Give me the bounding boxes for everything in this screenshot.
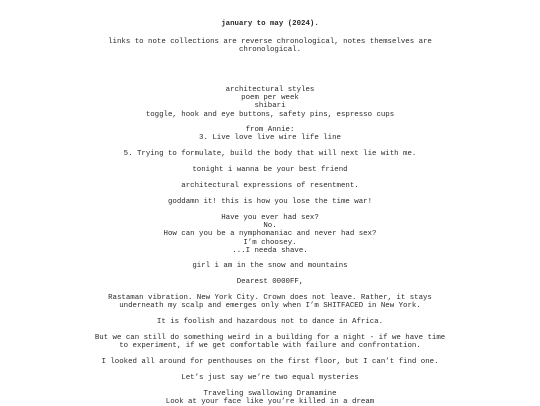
note-block [0,358,540,366]
note-block [0,166,540,174]
note-line: girl i am in the snow and mountains [192,262,348,270]
note-line: toggle, hook and eye buttons, safety pins, espresso cups [145,110,395,119]
note-line: I’m choosey. [243,238,297,247]
note-block [0,86,540,119]
note-line: ...I needa shave. [232,246,308,255]
note-line: Dearest 0000FF, [236,278,304,286]
note-block [0,390,540,406]
note-line: to experiment, if we get comfortable with failure and confrontation. [119,342,421,351]
note-block [0,126,540,142]
note-line: Have you ever had sex? [221,214,319,222]
note-line: shibari [254,102,286,111]
note-line: poem per week [241,94,299,103]
note-block [0,214,540,255]
note-line: But we can still do something weird in a building for a night - if we have time [94,334,446,342]
note-line: architectural expressions of resentment. [181,182,359,190]
note-block [0,334,540,350]
note-block [0,150,540,158]
note-block [0,278,540,286]
intro-text [0,38,540,54]
note-line: goddamn it! this is how you lose the time war! [167,198,372,206]
note-line: I looked all around for penthouses on the first floor, but I can’t find one. [101,358,439,366]
note-line: How can you be a nymphomaniac and never had sex? [163,230,377,239]
note-line: architectural styles [225,86,315,94]
note-block [0,262,540,270]
note-block [0,198,540,206]
note-line: 3. Live love live wire life line [199,134,341,143]
note-line: from Annie: [245,126,295,134]
note-line: No. [263,222,277,231]
note-line: Rastaman vibration. New York City. Crown does not leave. Rather, it stays [108,294,432,302]
note-block [0,374,540,382]
note-block [0,182,540,190]
page-title-link[interactable]: january to may (2024). [221,20,319,28]
intro-line: chronological. [238,46,302,55]
note-line: tonight i wanna be your best friend [192,166,348,174]
note-line: Look at your face like you’re killed in a dream [165,398,375,406]
note-line: 5. Trying to formulate, build the body that will next lie with me. [123,150,417,158]
note-line: It is foolish and hazardous not to dance in Africa. [156,318,384,326]
note-line: Traveling swallowing Dramamine [203,390,337,398]
note-block [0,294,540,310]
note-block [0,318,540,326]
page-title [0,20,540,28]
note-line: underneath my scalp and emerges only when I’m SHITFACED in New York. [119,302,421,311]
intro-line: links to note collections are reverse chronological, notes themselves are [108,38,432,46]
note-line: Let’s just say we’re two equal mysteries [181,374,359,382]
